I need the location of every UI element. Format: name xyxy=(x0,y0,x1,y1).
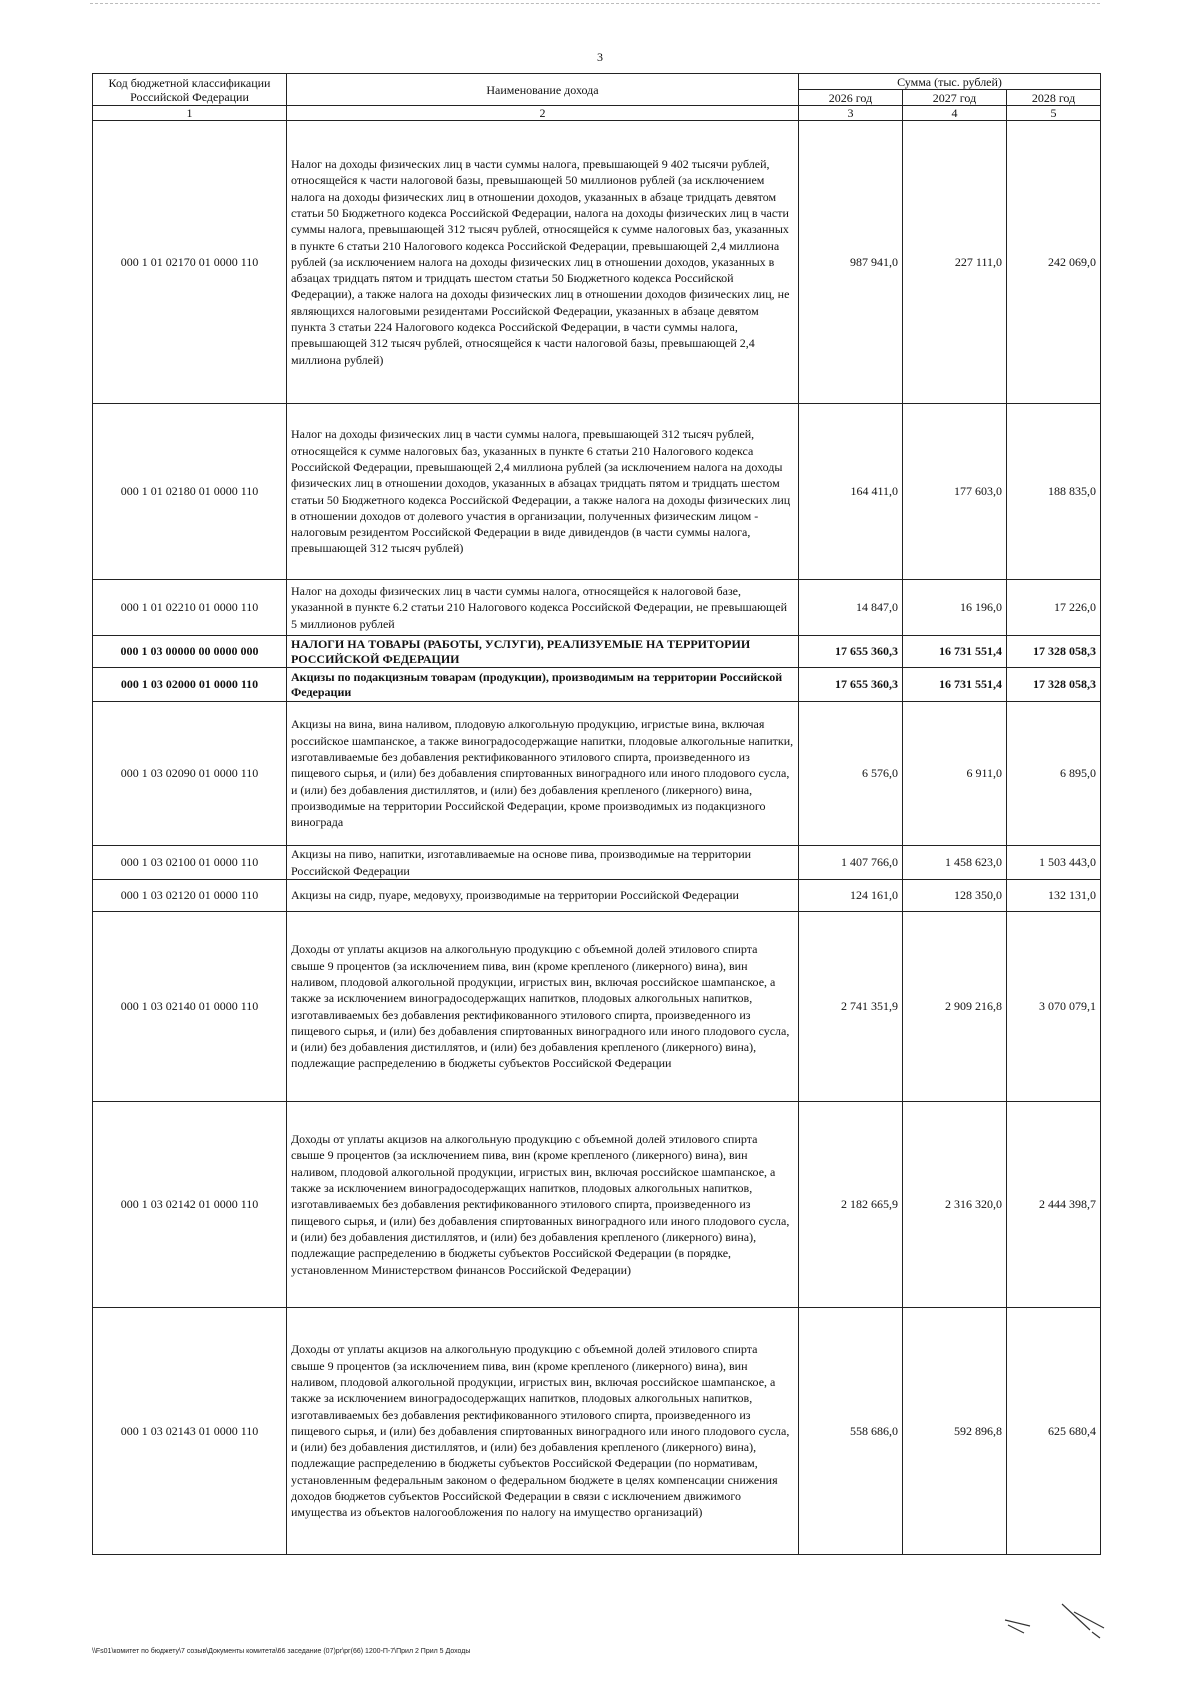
table-row xyxy=(93,912,1101,1102)
row-value-2028: 188 835,0 xyxy=(1007,404,1101,580)
table-row xyxy=(93,636,1101,668)
row-name: Налог на доходы физических лиц в части суммы налога, превышающей 9 402 тысячи рублей, относящейся к части налоговой базы, превышающей 50 миллионов рублей (за исключением налога на доходы физических лиц в отношении доходов, указанных в абзаце тридцать девятом статьи 50 Бюджетного кодекса Российской Федерации, налога на доходы физических лиц в части суммы налога, превышающей 312 тысяч рублей, относящейся к сумме налоговых баз, указанных в пункте 6 статьи 210 Налогового кодекса Российской Федерации, превышающей 2,4 миллиона рублей (за исключением налога на доходы физических лиц в отношении доходов, указанных в абзацах тридцать пятом и тридцать шестом статьи 50 Бюджетного кодекса Российской Федерации), а также налога на доходы физических лиц в отношении доходов физических лиц, не являющихся налоговыми резидентами Российской Федерации, указанных в абзаце девятом пункта 3 статьи 224 Налогового кодекса Российской Федерации, в части суммы налога, превышающей 312 тысяч рублей, относящейся к части налоговой базы, превышающей 2,4 миллиона рублей) xyxy=(287,121,799,404)
row-value-2028: 6 895,0 xyxy=(1007,702,1101,846)
row-value-2027: 16 731 551,4 xyxy=(903,668,1007,702)
row-value-2026: 2 182 665,9 xyxy=(799,1102,903,1308)
page-number: 3 xyxy=(597,50,603,64)
row-value-2028: 132 131,0 xyxy=(1007,880,1101,912)
row-code: 000 1 03 02120 01 0000 110 xyxy=(93,880,287,912)
row-name: Акцизы на вина, вина наливом, плодовую алкогольную продукцию, игристые вина, включая российское шампанское, а также виноградосодержащие напитки, плодовые алкогольные напитки, изготавливаемые без добавления ректификованного этилового спирта, произведенного из пищевого сырья, и (или) без добавления спиртованных виноградного или иного плодового сусла, и (или) без добавления дистиллятов, и (или) без добавления крепленого (ликерного) вина, производимые на территории Российской Федерации, кроме производимых из подакцизного винограда xyxy=(287,702,799,846)
header-year-2026: 2026 год xyxy=(799,90,903,106)
row-value-2027: 227 111,0 xyxy=(903,121,1007,404)
row-name: Налог на доходы физических лиц в части суммы налога, относящейся к налоговой базе, указанной в пункте 6.2 статьи 210 Налогового кодекса Российской Федерации, не превышающей 5 миллионов рублей xyxy=(287,580,799,636)
row-value-2028: 3 070 079,1 xyxy=(1007,912,1101,1102)
header-year-2027: 2027 год xyxy=(903,90,1007,106)
row-value-2028: 1 503 443,0 xyxy=(1007,846,1101,880)
row-name: Доходы от уплаты акцизов на алкогольную продукцию с объемной долей этилового спирта свыше 9 процентов (за исключением пива, вин (кроме крепленого (ликерного) вина), вин наливом, плодовой алкогольной продукции, игристых вин, включая российское шампанское, а также за исключением виноградосодержащих напитков, плодовых алкогольных напитков, изготавливаемых без добавления ректификованного этилового спирта, произведенного из пищевого сырья, и (или) без добавления спиртованных виноградного или иного плодового сусла, и (или) без добавления дистиллятов, и (или) без добавления крепленого (ликерного) вина), подлежащие распределению в бюджеты субъектов Российской Федерации (по нормативам, установленным федеральным законом о федеральном бюджете в целях компенсации снижения доходов бюджетов субъектов Российской Федерации в связи с исключением движимого имущества из объектов налогообложения по налогу на имущество организаций) xyxy=(287,1308,799,1555)
table-row xyxy=(93,880,1101,912)
table-row xyxy=(93,702,1101,846)
row-value-2027: 128 350,0 xyxy=(903,880,1007,912)
index-1: 1 xyxy=(93,106,287,121)
row-code: 000 1 03 02142 01 0000 110 xyxy=(93,1102,287,1308)
row-value-2028: 17 328 058,3 xyxy=(1007,636,1101,668)
scan-edge-line xyxy=(90,3,1100,4)
table-row xyxy=(93,121,1101,404)
row-value-2028: 2 444 398,7 xyxy=(1007,1102,1101,1308)
table-row xyxy=(93,404,1101,580)
row-value-2027: 177 603,0 xyxy=(903,404,1007,580)
row-value-2026: 2 741 351,9 xyxy=(799,912,903,1102)
file-path-footer: \\Fs01\комитет по бюджету\7 созыв\Документы комитета\66 заседание (07)рг\рг(66) 1200-П-7\Прил 2 Прил 5 Доходы xyxy=(92,1648,471,1655)
income-table xyxy=(92,73,1101,1555)
signature-mark xyxy=(1000,1598,1110,1648)
row-value-2026: 14 847,0 xyxy=(799,580,903,636)
row-value-2026: 17 655 360,3 xyxy=(799,668,903,702)
row-name: Акцизы на сидр, пуаре, медовуху, производимые на территории Российской Федерации xyxy=(287,880,799,912)
index-3: 3 xyxy=(799,106,903,121)
index-5: 5 xyxy=(1007,106,1101,121)
row-code: 000 1 03 02000 01 0000 110 xyxy=(93,668,287,702)
header-code: Код бюджетной классификации Российской Федерации xyxy=(93,74,287,106)
row-code: 000 1 01 02210 01 0000 110 xyxy=(93,580,287,636)
row-value-2026: 6 576,0 xyxy=(799,702,903,846)
table-row xyxy=(93,1102,1101,1308)
index-4: 4 xyxy=(903,106,1007,121)
row-code: 000 1 01 02180 01 0000 110 xyxy=(93,404,287,580)
row-name: Акцизы по подакцизным товарам (продукции), производимым на территории Российской Федерации xyxy=(287,668,799,702)
row-value-2027: 592 896,8 xyxy=(903,1308,1007,1555)
row-name: Налог на доходы физических лиц в части суммы налога, превышающей 312 тысяч рублей, относящейся к сумме налоговых баз, указанных в пункте 6 статьи 210 Налогового кодекса Российской Федерации, превышающей 2,4 миллиона рублей (за исключением налога на доходы физических лиц в отношении доходов, указанных в абзацах тридцать пятом и тридцать шестом статьи 50 Бюджетного кодекса Российской Федерации, а также налога на доходы физических лиц в отношении доходов от долевого участия в организации, полученных физическим лицом - налоговым резидентом Российской Федерации в виде дивидендов (в части суммы налога, превышающей 312 тысяч рублей) xyxy=(287,404,799,580)
row-code: 000 1 03 02140 01 0000 110 xyxy=(93,912,287,1102)
row-value-2026: 17 655 360,3 xyxy=(799,636,903,668)
row-value-2027: 16 731 551,4 xyxy=(903,636,1007,668)
row-name: Доходы от уплаты акцизов на алкогольную продукцию с объемной долей этилового спирта свыше 9 процентов (за исключением пива, вин (кроме крепленого (ликерного) вина), вин наливом, плодовой алкогольной продукции, игристых вин, включая российское шампанское, а также за исключением виноградосодержащих напитков, плодовых алкогольных напитков, изготавливаемых без добавления ректификованного этилового спирта, произведенного из пищевого сырья, и (или) без добавления спиртованных виноградного или иного плодового сусла, и (или) без добавления дистиллятов, и (или) без добавления крепленого (ликерного) вина), подлежащие распределению в бюджеты субъектов Российской Федерации xyxy=(287,912,799,1102)
row-name: Акцизы на пиво, напитки, изготавливаемые на основе пива, производимые на территории Российской Федерации xyxy=(287,846,799,880)
row-value-2026: 987 941,0 xyxy=(799,121,903,404)
row-value-2028: 17 226,0 xyxy=(1007,580,1101,636)
row-code: 000 1 03 02090 01 0000 110 xyxy=(93,702,287,846)
table-row xyxy=(93,580,1101,636)
row-name: Доходы от уплаты акцизов на алкогольную продукцию с объемной долей этилового спирта свыше 9 процентов (за исключением пива, вин (кроме крепленого (ликерного) вина), вин наливом, плодовой алкогольной продукции, игристых вин, включая российское шампанское, а также за исключением виноградосодержащих напитков, плодовых алкогольных напитков, изготавливаемых без добавления ректификованного этилового спирта, произведенного из пищевого сырья, и (или) без добавления спиртованных виноградного или иного плодового сусла, и (или) без добавления дистиллятов, и (или) без добавления крепленого (ликерного) вина), подлежащие распределению в бюджеты субъектов Российской Федерации (в порядке, установленном Министерством финансов Российской Федерации) xyxy=(287,1102,799,1308)
row-value-2027: 6 911,0 xyxy=(903,702,1007,846)
row-value-2026: 558 686,0 xyxy=(799,1308,903,1555)
table-row xyxy=(93,846,1101,880)
row-code: 000 1 01 02170 01 0000 110 xyxy=(93,121,287,404)
header-year-2028: 2028 год xyxy=(1007,90,1101,106)
row-value-2027: 2 316 320,0 xyxy=(903,1102,1007,1308)
header-name: Наименование дохода xyxy=(287,74,799,106)
row-value-2026: 1 407 766,0 xyxy=(799,846,903,880)
row-value-2027: 1 458 623,0 xyxy=(903,846,1007,880)
row-name: НАЛОГИ НА ТОВАРЫ (РАБОТЫ, УСЛУГИ), РЕАЛИЗУЕМЫЕ НА ТЕРРИТОРИИ РОССИЙСКОЙ ФЕДЕРАЦИИ xyxy=(287,636,799,668)
row-code: 000 1 03 02100 01 0000 110 xyxy=(93,846,287,880)
row-value-2028: 17 328 058,3 xyxy=(1007,668,1101,702)
row-value-2027: 2 909 216,8 xyxy=(903,912,1007,1102)
table-row xyxy=(93,1308,1101,1555)
row-code: 000 1 03 00000 00 0000 000 xyxy=(93,636,287,668)
index-2: 2 xyxy=(287,106,799,121)
row-value-2026: 164 411,0 xyxy=(799,404,903,580)
row-value-2028: 242 069,0 xyxy=(1007,121,1101,404)
header-sum: Сумма (тыс. рублей) xyxy=(799,74,1101,90)
row-code: 000 1 03 02143 01 0000 110 xyxy=(93,1308,287,1555)
row-value-2027: 16 196,0 xyxy=(903,580,1007,636)
table-row xyxy=(93,668,1101,702)
row-value-2028: 625 680,4 xyxy=(1007,1308,1101,1555)
row-value-2026: 124 161,0 xyxy=(799,880,903,912)
